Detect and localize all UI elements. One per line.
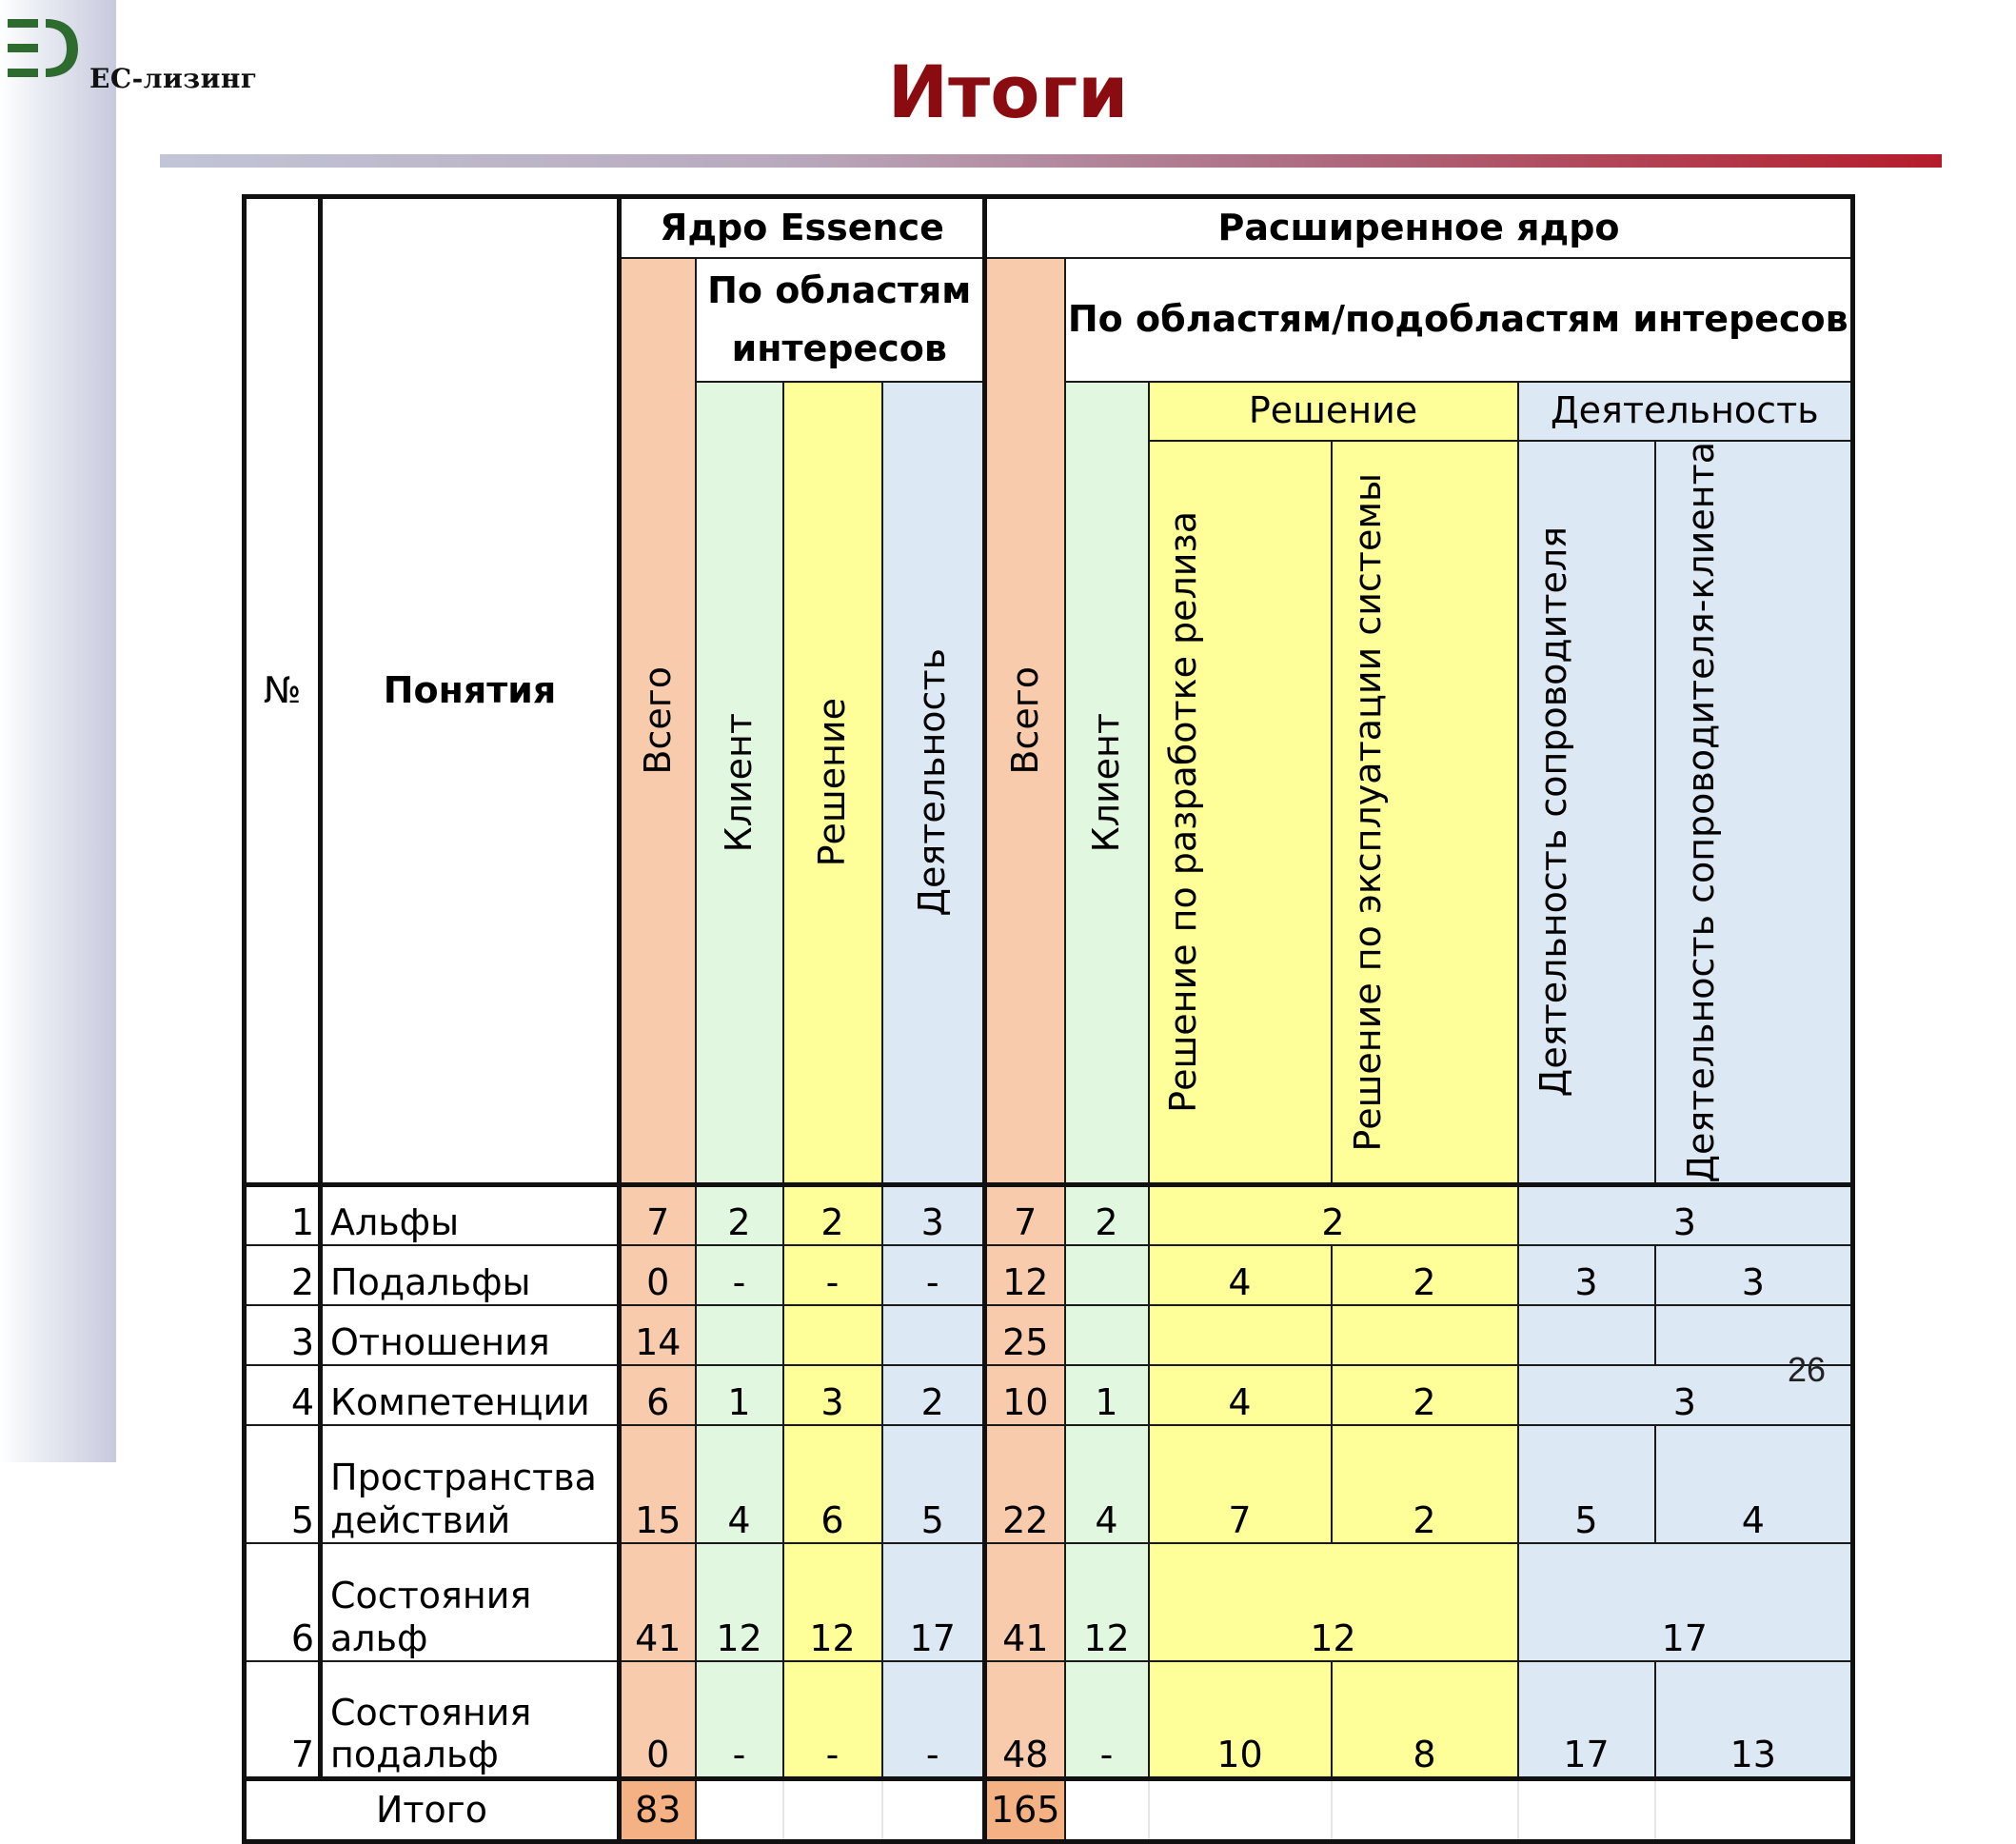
cell-ext-act-support-client: 4 bbox=[1655, 1425, 1853, 1543]
cell-ext-sol-ops: 8 bbox=[1332, 1661, 1518, 1779]
cell-core-activity: - bbox=[882, 1245, 985, 1305]
header-core-group: Ядро Essence bbox=[620, 197, 985, 258]
row-number: 2 bbox=[245, 1245, 321, 1305]
row-name: Альфы bbox=[321, 1185, 620, 1245]
header-ext-solution: Решение bbox=[1149, 382, 1518, 441]
header-core-areas: По областям интересов bbox=[696, 258, 985, 382]
cell-ext-act-support-client: 3 bbox=[1655, 1245, 1853, 1305]
header-no: № bbox=[245, 197, 321, 1185]
cell-core-total: 0 bbox=[620, 1245, 696, 1305]
cell-ext-act-support: 17 bbox=[1518, 1661, 1655, 1779]
cell-core-client: 2 bbox=[696, 1185, 783, 1245]
slide-number: 26 bbox=[1788, 1350, 1827, 1389]
header-ext-group: Расширенное ядро bbox=[985, 197, 1853, 258]
row-number: 5 bbox=[245, 1425, 321, 1543]
cell-core-activity: 2 bbox=[882, 1365, 985, 1425]
header-concepts: Понятия bbox=[321, 197, 620, 1185]
header-ext-sol-dev: Решение по разработке релиза bbox=[1149, 441, 1332, 1185]
summary-table bbox=[242, 194, 1855, 1844]
header-ext-sol-ops: Решение по эксплуатации системы bbox=[1332, 441, 1518, 1185]
cell-core-activity: - bbox=[882, 1661, 985, 1779]
cell-ext-sol-ops: 2 bbox=[1332, 1245, 1518, 1305]
cell-core-activity: 3 bbox=[882, 1185, 985, 1245]
empty-cell bbox=[1149, 1779, 1332, 1842]
cell-ext-act-support-client: 13 bbox=[1655, 1661, 1853, 1779]
header-ext-act-support: Деятельность сопроводителя bbox=[1518, 441, 1655, 1185]
cell-core-client: - bbox=[696, 1245, 783, 1305]
row-name: Состояния подальф bbox=[321, 1661, 620, 1779]
cell-ext-total: 48 bbox=[985, 1661, 1065, 1779]
cell-ext-solution: 2 bbox=[1149, 1185, 1518, 1245]
row-number: 6 bbox=[245, 1543, 321, 1661]
cell-core-total: 6 bbox=[620, 1365, 696, 1425]
total-core: 83 bbox=[620, 1779, 696, 1842]
cell-core-client: - bbox=[696, 1661, 783, 1779]
cell-ext-act-support bbox=[1518, 1305, 1655, 1365]
title-divider bbox=[160, 154, 1942, 168]
table-row bbox=[245, 1661, 1853, 1779]
cell-core-total: 7 bbox=[620, 1185, 696, 1245]
row-name: Компетенции bbox=[321, 1365, 620, 1425]
cell-ext-client: 4 bbox=[1065, 1425, 1149, 1543]
empty-cell bbox=[1332, 1779, 1518, 1842]
cell-ext-total: 41 bbox=[985, 1543, 1065, 1661]
header-core-total: Всего bbox=[620, 258, 696, 1185]
cell-ext-sol-dev: 7 bbox=[1149, 1425, 1332, 1543]
row-name: Подальфы bbox=[321, 1245, 620, 1305]
table-row bbox=[245, 1185, 1853, 1245]
cell-core-solution: - bbox=[783, 1661, 882, 1779]
cell-ext-sol-dev bbox=[1149, 1305, 1332, 1365]
header-core-client: Клиент bbox=[696, 382, 783, 1185]
cell-ext-total: 12 bbox=[985, 1245, 1065, 1305]
row-number: 1 bbox=[245, 1185, 321, 1245]
cell-ext-client bbox=[1065, 1245, 1149, 1305]
header-ext-total: Всего bbox=[985, 258, 1065, 1185]
cell-ext-sol-ops: 2 bbox=[1332, 1365, 1518, 1425]
cell-ext-total: 10 bbox=[985, 1365, 1065, 1425]
row-number: 4 bbox=[245, 1365, 321, 1425]
cell-ext-act-support: 3 bbox=[1518, 1245, 1655, 1305]
header-core-solution: Решение bbox=[783, 382, 882, 1185]
cell-core-activity bbox=[882, 1305, 985, 1365]
cell-ext-sol-dev: 4 bbox=[1149, 1365, 1332, 1425]
cell-ext-client bbox=[1065, 1305, 1149, 1365]
row-number: 3 bbox=[245, 1305, 321, 1365]
cell-core-client: 12 bbox=[696, 1543, 783, 1661]
table-row bbox=[245, 1365, 1853, 1425]
cell-ext-sol-ops: 2 bbox=[1332, 1425, 1518, 1543]
cell-ext-solution: 12 bbox=[1149, 1543, 1518, 1661]
cell-core-solution: 12 bbox=[783, 1543, 882, 1661]
row-name: Пространства действий bbox=[321, 1425, 620, 1543]
cell-ext-sol-dev: 4 bbox=[1149, 1245, 1332, 1305]
cell-ext-total: 22 bbox=[985, 1425, 1065, 1543]
table-row bbox=[245, 1245, 1853, 1305]
cell-core-activity: 5 bbox=[882, 1425, 985, 1543]
cell-core-activity: 17 bbox=[882, 1543, 985, 1661]
cell-ext-activity: 3 bbox=[1518, 1185, 1853, 1245]
empty-cell bbox=[696, 1779, 783, 1842]
cell-ext-total: 25 bbox=[985, 1305, 1065, 1365]
left-decor-band bbox=[0, 0, 116, 1462]
cell-core-solution: - bbox=[783, 1245, 882, 1305]
cell-core-solution: 6 bbox=[783, 1425, 882, 1543]
empty-cell bbox=[882, 1779, 985, 1842]
cell-ext-client: 2 bbox=[1065, 1185, 1149, 1245]
cell-ext-activity: 3 bbox=[1518, 1365, 1853, 1425]
table-row bbox=[245, 1543, 1853, 1661]
total-row bbox=[245, 1779, 1853, 1842]
empty-cell bbox=[1655, 1779, 1853, 1842]
header-ext-areas: По областям/подобластям интересов bbox=[1065, 258, 1853, 382]
cell-core-total: 15 bbox=[620, 1425, 696, 1543]
cell-ext-client: 1 bbox=[1065, 1365, 1149, 1425]
cell-core-client bbox=[696, 1305, 783, 1365]
cell-ext-sol-dev: 10 bbox=[1149, 1661, 1332, 1779]
table-row bbox=[245, 1425, 1853, 1543]
row-number: 7 bbox=[245, 1661, 321, 1779]
cell-ext-client: 12 bbox=[1065, 1543, 1149, 1661]
cell-ext-act-support: 5 bbox=[1518, 1425, 1655, 1543]
cell-core-solution: 3 bbox=[783, 1365, 882, 1425]
cell-ext-sol-ops bbox=[1332, 1305, 1518, 1365]
table-row bbox=[245, 1305, 1853, 1365]
cell-core-total: 14 bbox=[620, 1305, 696, 1365]
cell-core-total: 0 bbox=[620, 1661, 696, 1779]
row-name: Состояния альф bbox=[321, 1543, 620, 1661]
row-name: Отношения bbox=[321, 1305, 620, 1365]
total-label: Итого bbox=[245, 1779, 620, 1842]
cell-core-client: 1 bbox=[696, 1365, 783, 1425]
cell-ext-total: 7 bbox=[985, 1185, 1065, 1245]
cell-core-solution: 2 bbox=[783, 1185, 882, 1245]
header-ext-activity: Деятельность bbox=[1518, 382, 1853, 441]
total-ext: 165 bbox=[985, 1779, 1065, 1842]
empty-cell bbox=[783, 1779, 882, 1842]
header-ext-client: Клиент bbox=[1065, 382, 1149, 1185]
cell-ext-activity: 17 bbox=[1518, 1543, 1853, 1661]
cell-core-solution bbox=[783, 1305, 882, 1365]
logo-text: ЕС-лизинг bbox=[89, 63, 258, 94]
cell-ext-client: - bbox=[1065, 1661, 1149, 1779]
page-title: Итоги bbox=[887, 50, 1129, 134]
cell-core-total: 41 bbox=[620, 1543, 696, 1661]
empty-cell bbox=[1065, 1779, 1149, 1842]
empty-cell bbox=[1518, 1779, 1655, 1842]
header-ext-act-support-client: Деятельность сопроводителя-клиента bbox=[1655, 441, 1853, 1185]
cell-core-client: 4 bbox=[696, 1425, 783, 1543]
header-core-activity: Деятельность bbox=[882, 382, 985, 1185]
